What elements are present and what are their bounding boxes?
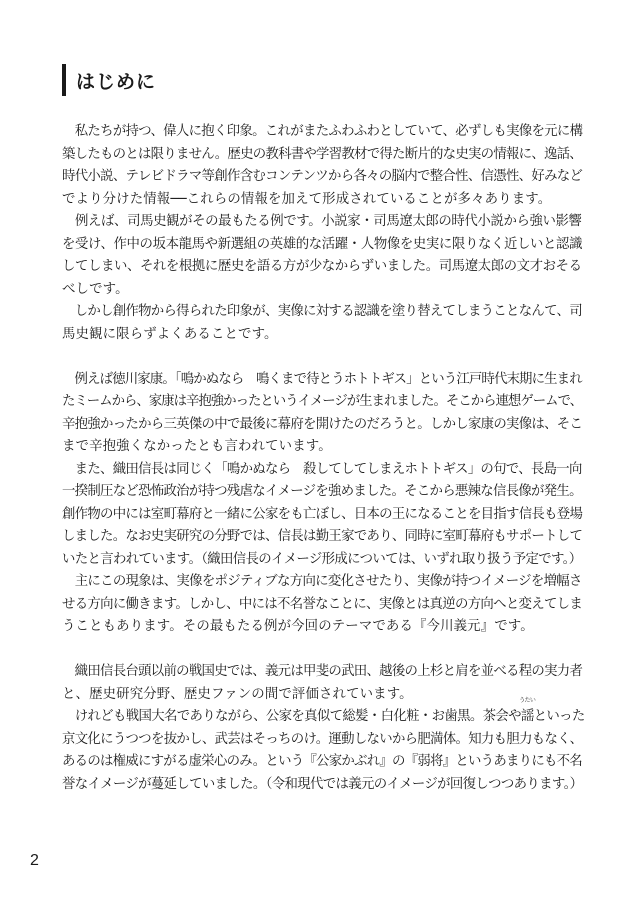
text-line [62, 774, 582, 797]
text-line-content: うこともあります。その最もたる例が今回のテーマである『今川義元』です。 [62, 619, 534, 634]
text-line-content: けれども戦国大名でありながら、公家を真似て総髪・白化粧・お歯黒。茶会や [62, 709, 521, 724]
text-line [62, 256, 582, 279]
heading-title: はじめに [76, 70, 157, 93]
page-number: 2 [30, 852, 39, 869]
text-line [62, 279, 582, 302]
text-line-content: まで辛抱強くなかったとも言われています。 [62, 439, 332, 454]
text-line-content: 築したものとは限りません。歴史の教科書や学習教材で得た断片的な史実の情報に、逸話、 [62, 146, 582, 162]
text-line-content: 織田信長台頭以前の戦国史では、義元は甲斐の武田、越後の上杉と肩を並べる程の実力者 [62, 664, 583, 679]
text-line-content: 京文化にうつつを抜かし、武芸はそっちのけ。運動しないから肥満体。知力も胆力もなく、 [62, 731, 583, 747]
text-line [62, 414, 582, 437]
text-line [62, 391, 582, 414]
text-line-content: たミームから、家康は辛抱強かったというイメージが生まれました。そこから連想ゲームで、 [62, 394, 583, 409]
text-line-content: いたと言われています。（織田信長のイメージ形成については、いずれ取り扱う予定です。） [62, 551, 582, 567]
text-line-content: 辛抱強かったから三英傑の中で最後に幕府を開けたのだろうと。しかし家康の実像は、そこ [62, 416, 583, 432]
text-line [62, 616, 582, 639]
text-line-content: せる方向に働きます。しかし、中には不名誉なことに、実像とは真逆の方向へと変えてしま [62, 596, 583, 612]
text-line [62, 301, 582, 324]
text-line [62, 459, 582, 482]
text-line-content: 創作物の中には室町幕府と一緒に公家をも亡ぼし、日本の王になることを目指す信長も登場 [62, 506, 583, 522]
text-line [62, 369, 582, 392]
heading-bar [62, 64, 66, 96]
text-line [62, 594, 582, 617]
text-line-content: 馬史観に限らずよくあることです。 [62, 326, 278, 342]
text-line-content: 一揆制圧など恐怖政治が持つ残虐なイメージを強めました。そこから悪辣な信長像が発生。 [62, 484, 582, 499]
text-line [62, 211, 582, 234]
ruby-annotation [519, 697, 536, 729]
text-line-content: 時代小説、テレビドラマ等創作含むコンテンツから各々の脳内で整合性、信憑性、好みなど [62, 169, 583, 184]
text-line-content: 例えば徳川家康。「鳴かぬなら 鳴くまで待とうホトトギス」という江戸時代末期に生まれ [62, 371, 582, 387]
text-line [62, 166, 582, 189]
text-line-content: べしです。 [62, 281, 129, 297]
ruby-reading: うたい [519, 697, 536, 704]
text-line-content: しかし創作物から得られた印象が、実像に対する認識を塗り替えてしまうことなんて、司 [62, 304, 582, 319]
paragraph-gap [62, 346, 582, 369]
text-line [62, 121, 582, 144]
body-text [62, 121, 585, 796]
text-line-content: 例えば、司馬史観がその最もたる例です。小説家・司馬遼太郎の時代小説から強い影響 [62, 214, 582, 229]
text-line [62, 571, 582, 594]
text-line [62, 751, 582, 774]
text-line-content: と、歴史研究分野、歴史ファンの間で評価されています。 [62, 686, 413, 702]
text-line-content: してしまい、それを根拠に歴史を語る方が少なからずいました。司馬遼太郎の文才おそる [62, 259, 582, 274]
text-line [62, 234, 582, 257]
paragraph-gap [62, 639, 582, 662]
text-line [62, 661, 582, 684]
text-line-content: でより分けた情報──これらの情報を加えて形成されていることが多々あります。 [62, 191, 552, 207]
ruby-base: 謡 [520, 709, 534, 724]
text-line [62, 189, 582, 212]
section-heading [62, 64, 156, 96]
text-line-content: 主にこの現象は、実像をポジティブな方向に変化させたり、実像が持つイメージを増幅さ [62, 574, 582, 589]
text-line-tail: といった [533, 709, 585, 724]
text-line [62, 324, 582, 347]
text-line [62, 436, 582, 459]
text-line-content: しました。なお史実研究の分野では、信長は勤王家であり、同時に室町幕府もサポートして [62, 529, 583, 544]
text-line [62, 144, 582, 167]
text-line-content: また、織田信長は同じく「鳴かぬなら 殺してしてしまえホトトギス」の句で、長島一向 [62, 461, 582, 477]
text-line [62, 504, 582, 527]
text-line-content: を受け、作中の坂本龍馬や新選組の英雄的な活躍・人物像を史実に限りなく近しいと認識 [62, 236, 583, 252]
text-line [62, 729, 582, 752]
text-line [62, 697, 585, 729]
text-line-content: あるのは権威にすがる虚栄心のみ。という『公家かぶれ』の『弱将』というあまりにも不名 [62, 754, 582, 769]
text-line [62, 481, 582, 504]
text-line [62, 684, 582, 707]
text-line [62, 526, 582, 549]
text-line-content: 誉なイメージが蔓延していました。（令和現代では義元のイメージが回復しつつあります。） [62, 776, 583, 792]
text-line-content: 私たちが持つ、偉人に抱く印象。これがまたふわふわとしていて、必ずしも実像を元に構 [62, 124, 583, 139]
text-line [62, 549, 582, 572]
